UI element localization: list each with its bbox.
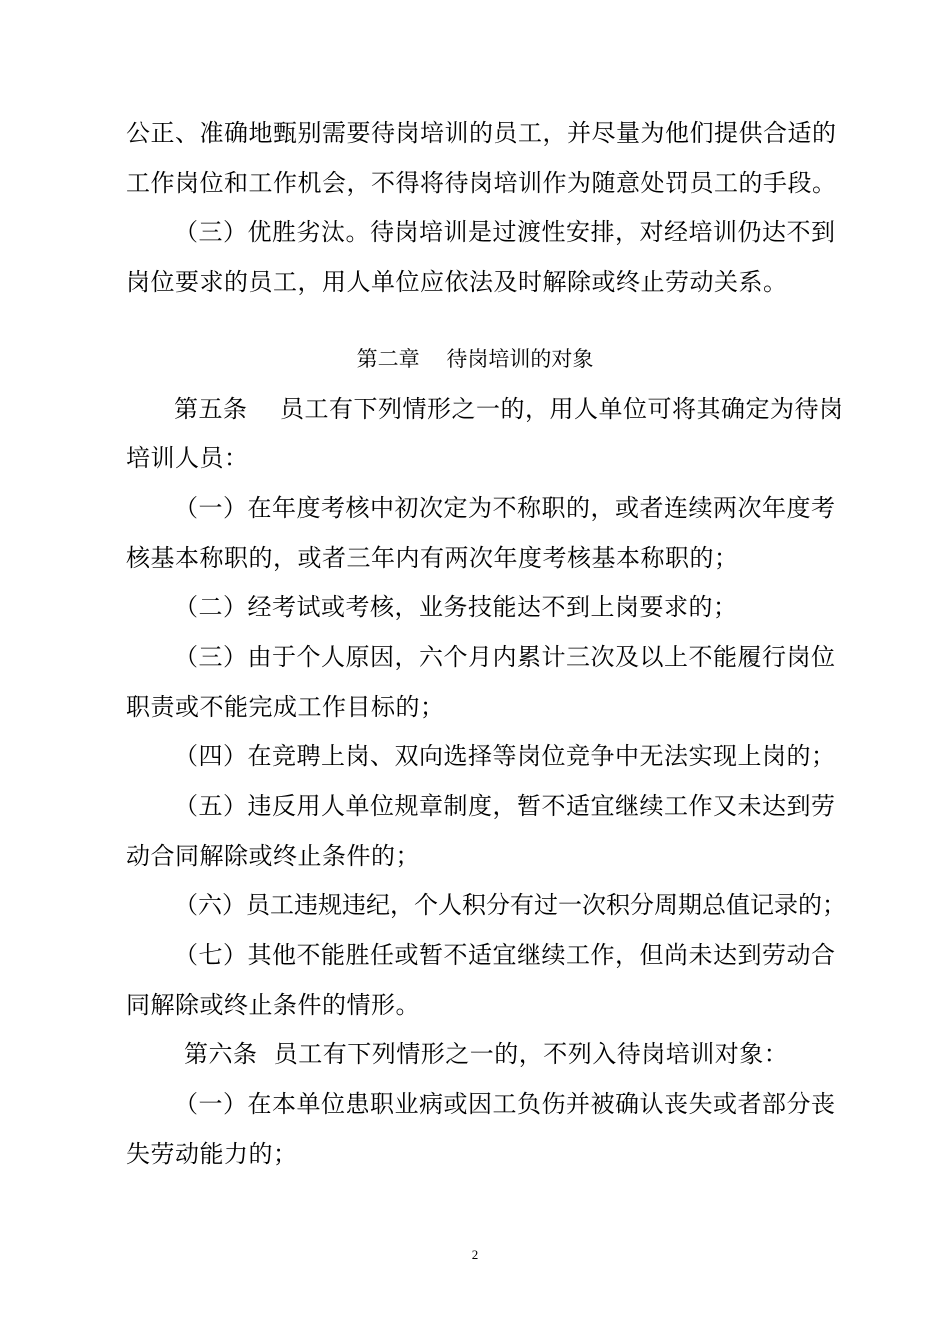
list-item-line: （七）其他不能胜任或暂不适宜继续工作，但尚未达到劳动合 <box>174 941 836 969</box>
list-item-line: 同解除或终止条件的情形。 <box>126 991 420 1019</box>
list-item-line: （五）违反用人单位规章制度，暂不适宜继续工作又未达到劳 <box>174 792 836 820</box>
list-item-line: 动合同解除或终止条件的； <box>126 842 420 870</box>
paragraph-line: （三）优胜劣汰。待岗培训是过渡性安排，对经培训仍达不到 <box>174 218 836 246</box>
paragraph-line: 工作岗位和工作机会，不得将待岗培训作为随意处罚员工的手段。 <box>126 169 837 197</box>
paragraph-line: 公正、准确地甄别需要待岗培训的员工，并尽量为他们提供合适的 <box>126 119 837 147</box>
article-line: 培训人员： <box>126 444 249 472</box>
list-item-line: （一）在年度考核中初次定为不称职的，或者连续两次年度考 <box>174 494 836 522</box>
list-item-line: 失劳动能力的； <box>126 1140 298 1168</box>
list-item-line: （二）经考试或考核，业务技能达不到上岗要求的； <box>174 593 738 621</box>
list-item-line: 职责或不能完成工作目标的； <box>126 693 445 721</box>
chapter-heading: 第二章 待岗培训的对象 <box>356 347 594 371</box>
article-line: 第六条 员工有下列情形之一的，不列入待岗培训对象： <box>184 1040 789 1068</box>
list-item-line: （四）在竞聘上岗、双向选择等岗位竞争中无法实现上岗的； <box>174 742 836 770</box>
list-item-line: （三）由于个人原因，六个月内累计三次及以上不能履行岗位 <box>174 643 836 671</box>
article-line: 第五条 员工有下列情形之一的，用人单位可将其确定为待岗 <box>174 395 844 423</box>
list-item-line: （六）员工违规违纪，个人积分有过一次积分周期总值记录的； <box>174 891 846 919</box>
list-item-line: （一）在本单位患职业病或因工负伤并被确认丧失或者部分丧 <box>174 1090 836 1118</box>
paragraph-line: 岗位要求的员工，用人单位应依法及时解除或终止劳动关系。 <box>126 268 788 296</box>
list-item-line: 核基本称职的，或者三年内有两次年度考核基本称职的； <box>126 544 739 572</box>
page-number: 2 <box>471 1247 479 1262</box>
